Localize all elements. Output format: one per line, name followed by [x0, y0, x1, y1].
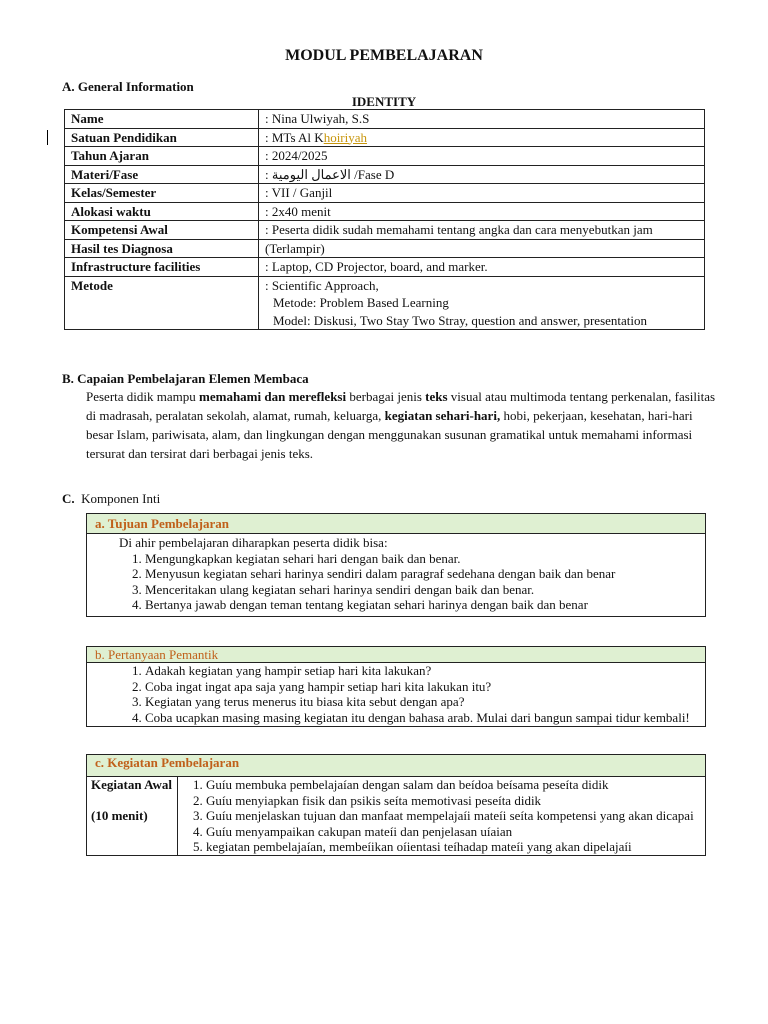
paragraph-text: hobi, pekerjaan, kesehatan, hari-hari besar Islam, pariwisata, alam, dan lingkungan dengan menggunakan susunan gramatikal untuk memahami informasi tersurat dan tersirat dari berbagai jenis teks.: [86, 408, 693, 461]
row-value: : VII / Ganjil: [259, 184, 705, 203]
table-row: [65, 147, 705, 166]
tujuan-intro: Di ahir pembelajaran diharapkan peserta didik bisa:: [119, 535, 388, 550]
table-row: [65, 276, 705, 330]
tujuan-box: [86, 513, 706, 617]
tujuan-body: [87, 534, 705, 616]
row-value: : Peserta didik sudah memahami tentang angka dan cara menyebutkan jam: [259, 221, 705, 240]
paragraph-bold: teks: [425, 389, 448, 404]
row-key: Tahun Ajaran: [65, 147, 259, 166]
kegiatan-header: c. Kegiatan Pembelajaran: [87, 755, 705, 777]
kegiatan-list: [182, 777, 699, 855]
row-value: : Nina Ulwiyah, S.S: [259, 110, 705, 129]
table-row: [65, 128, 705, 147]
list-item: 2. Coba ingat ingat apa saja yang hampir setiap hari kita lakukan itu?: [145, 679, 697, 695]
school-name-prefix: : MTs Al K: [265, 129, 324, 145]
page-title: MODUL PEMBELAJARAN: [285, 47, 483, 64]
kegiatan-phase-time: (10 menit): [91, 807, 148, 823]
table-row: [65, 239, 705, 258]
identity-heading: IDENTITY: [351, 94, 417, 109]
row-value: : الاعمال اليومية /Fase D: [259, 165, 705, 184]
list-item: 1. Adakah kegiatan yang hampir setiap hari kita lakukan?: [145, 663, 697, 679]
list-item: 2. Menyusun kegiatan sehari harinya sendiri dalam paragraf sedehana dengan baik dan benar: [145, 566, 697, 582]
metode-line: : Scientific Approach,: [265, 277, 379, 293]
row-key: Name: [65, 110, 259, 129]
row-key: Kelas/Semester: [65, 184, 259, 203]
table-row: [87, 777, 705, 855]
list-item: 1. Guíu membuka pembelajaían dengan salam dan beídoa beísama peseíta didik: [206, 777, 699, 793]
metode-line: Metode: Problem Based Learning: [273, 295, 449, 310]
row-key: Metode: [65, 276, 259, 330]
row-key: Satuan Pendidikan: [65, 128, 259, 147]
section-a-heading: A. General Information: [62, 79, 194, 94]
list-item: 5. kegiatan pembelajaían, membeíikan oíientasi teíhadap mateíi yang akan dipelajaíi: [206, 839, 699, 855]
pemantik-body: [87, 663, 705, 726]
list-item: 4. Bertanya jawab dengan teman tentang kegiatan sehari harinya dengan baik dan benar: [145, 597, 697, 613]
tujuan-header: a. Tujuan Pembelajaran: [87, 514, 705, 534]
table-row: [65, 184, 705, 203]
paragraph-text: visual atau multimoda tentang perkenalan, fasilitas di madrasah, peralatan sekolah, alamat, rumah, keluarga,: [86, 389, 716, 423]
row-value: : Laptop, CD Projector, board, and marker.: [259, 258, 705, 277]
list-item: 4. Coba ucapkan masing masing kegiatan itu dengan bahasa arab. Mulai dari bangun sampai tidur kembali!: [145, 710, 697, 726]
section-c-letter: C.: [62, 491, 75, 506]
metode-line: Model: Diskusi, Two Stay Two Stray, question and answer, presentation: [273, 312, 648, 328]
row-value: (Terlampir): [259, 239, 705, 258]
row-key: Alokasi waktu: [65, 202, 259, 221]
row-value: [259, 128, 705, 147]
school-name-link[interactable]: hoiriyah: [323, 129, 368, 145]
row-value: [259, 276, 705, 330]
list-item: 3. Menceritakan ulang kegiatan sehari harinya sendiri dengan baik dan benar.: [145, 582, 697, 598]
section-b-heading: B. Capaian Pembelajaran Elemen Membaca: [62, 371, 309, 386]
kegiatan-phase-label: Kegiatan Awal: [91, 777, 173, 792]
kegiatan-table: [87, 777, 705, 855]
table-row: [65, 202, 705, 221]
row-key: Hasil tes Diagnosa: [65, 239, 259, 258]
list-item: 4. Guíu menyampaikan cakupan mateíi dan penjelasan uíaian: [206, 824, 699, 840]
list-item: 3. Kegiatan yang terus menerus itu biasa kita sebut dengan apa?: [145, 694, 697, 710]
kegiatan-steps: [178, 777, 706, 855]
section-b-paragraph: [86, 387, 716, 463]
row-value: : 2x40 menit: [259, 202, 705, 221]
table-row: [65, 110, 705, 129]
paragraph-text: Peserta didik mampu: [86, 389, 200, 404]
text-cursor: [47, 130, 48, 145]
table-row: [65, 258, 705, 277]
paragraph-text: berbagai jenis: [346, 389, 426, 404]
identity-table: [64, 109, 705, 330]
table-row: [65, 165, 705, 184]
paragraph-bold: memahami dan merefleksi: [199, 389, 347, 404]
section-c-label: Komponen Inti: [81, 491, 161, 506]
row-key: Infrastructure facilities: [65, 258, 259, 277]
table-row: [65, 221, 705, 240]
pemantik-list: [119, 663, 697, 725]
row-key: Kompetensi Awal: [65, 221, 259, 240]
pemantik-box: [86, 646, 706, 727]
kegiatan-phase: [87, 777, 178, 855]
list-item: 3. Guíu menjelaskan tujuan dan manfaat mempelajaíi mateíi seíta kompetensi yang akan dicapai: [206, 808, 699, 824]
paragraph-bold: kegiatan sehari-hari,: [384, 408, 501, 423]
row-value: : 2024/2025: [259, 147, 705, 166]
section-c-heading: [62, 491, 160, 507]
list-item: 1. Mengungkapkan kegiatan sehari hari dengan baik dan benar.: [145, 551, 697, 567]
pemantik-header: b. Pertanyaan Pemantik: [87, 647, 705, 663]
list-item: 2. Guíu menyiapkan fisik dan psikis seíta memotivasi peseíta didik: [206, 793, 699, 809]
tujuan-list: [119, 551, 697, 613]
row-key: Materi/Fase: [65, 165, 259, 184]
kegiatan-box: [86, 754, 706, 856]
